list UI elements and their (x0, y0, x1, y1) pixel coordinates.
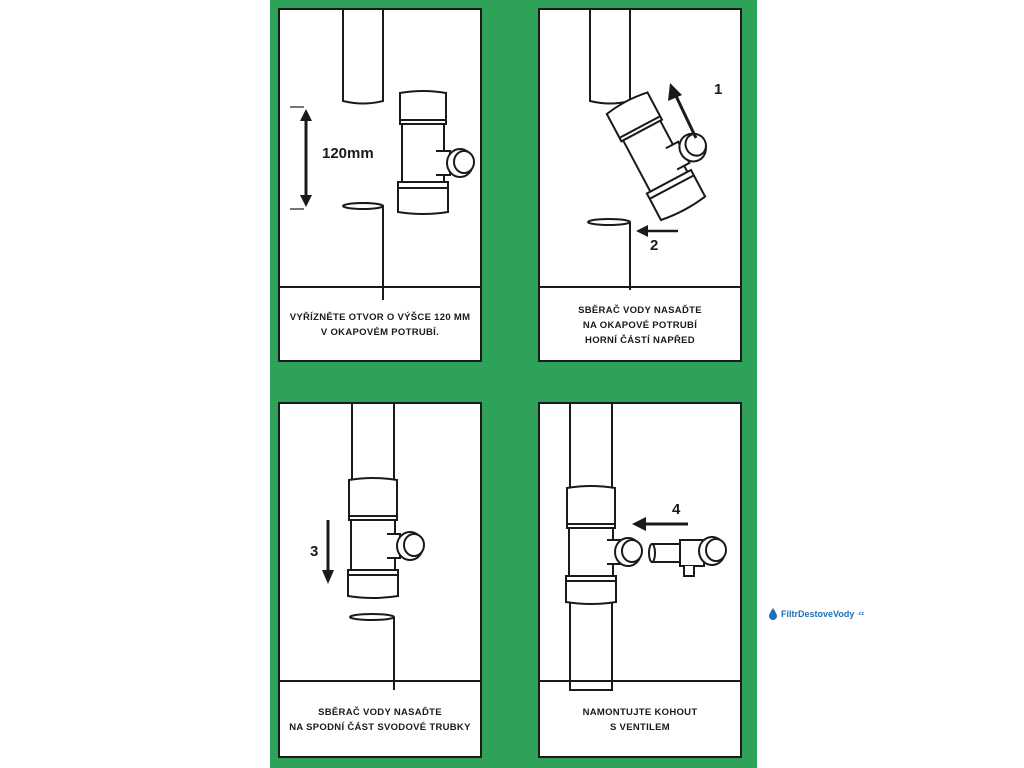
arrow-step-2 (636, 225, 678, 254)
panel-step-cut (278, 8, 482, 362)
upper-pipe (590, 10, 630, 104)
collector-body (569, 528, 613, 576)
caption-line: NA OKAPOVÉ POTRUBÍ (582, 319, 698, 331)
dimension-arrow (290, 107, 306, 209)
step-label: 2 (650, 237, 659, 254)
step-label: 1 (714, 81, 723, 98)
tap-valve (649, 537, 726, 576)
caption-line: SBĚRAČ VODY NASAĎTE (578, 304, 702, 316)
caption-line: V OKAPOVÉM POTRUBÍ. (320, 327, 440, 338)
caption-line: S VENTILEM (609, 722, 670, 733)
caption-step-mount-tap (540, 680, 740, 758)
brand-logo (768, 608, 864, 620)
arrow-step-3 (310, 520, 334, 584)
lower-pipe-top (343, 203, 383, 209)
upper-pipe (343, 10, 383, 104)
lower-pipe (350, 615, 394, 690)
panel-step-attach-top (538, 8, 742, 362)
logo-tld: .cz (857, 611, 865, 617)
caption-line: HORNÍ ČÁSTÍ NAPŘED (585, 334, 695, 346)
caption-line: NA SPODNÍ ČÁST SVODOVÉ TRUBKY (289, 722, 471, 733)
logo-name: FiltrDestoveVody (781, 609, 855, 619)
caption-step-cut (280, 286, 480, 362)
collector (398, 91, 474, 214)
caption-line: VYŘÍZNĚTE OTVOR O VÝŠCE 120 MM (289, 312, 471, 323)
caption-step-attach-top (540, 286, 740, 362)
dimension-label: 120mm (322, 145, 374, 162)
panel-step-attach-bottom (278, 402, 482, 758)
collector-top-band (349, 478, 397, 520)
caption-line: NAMONTUJTE KOHOUT (582, 707, 698, 718)
panel-step-mount-tap (538, 402, 742, 758)
collector-top-band (567, 486, 615, 528)
step-label: 4 (672, 501, 681, 518)
caption-line: SBĚRAČ VODY NASAĎTE (318, 707, 442, 718)
caption-step-attach-bottom (280, 680, 480, 758)
step-label: 3 (310, 543, 319, 560)
arrow-step-4 (632, 501, 688, 531)
arrow-step-1 (668, 81, 722, 138)
water-drop-icon (768, 608, 778, 620)
lower-pipe (588, 220, 630, 290)
